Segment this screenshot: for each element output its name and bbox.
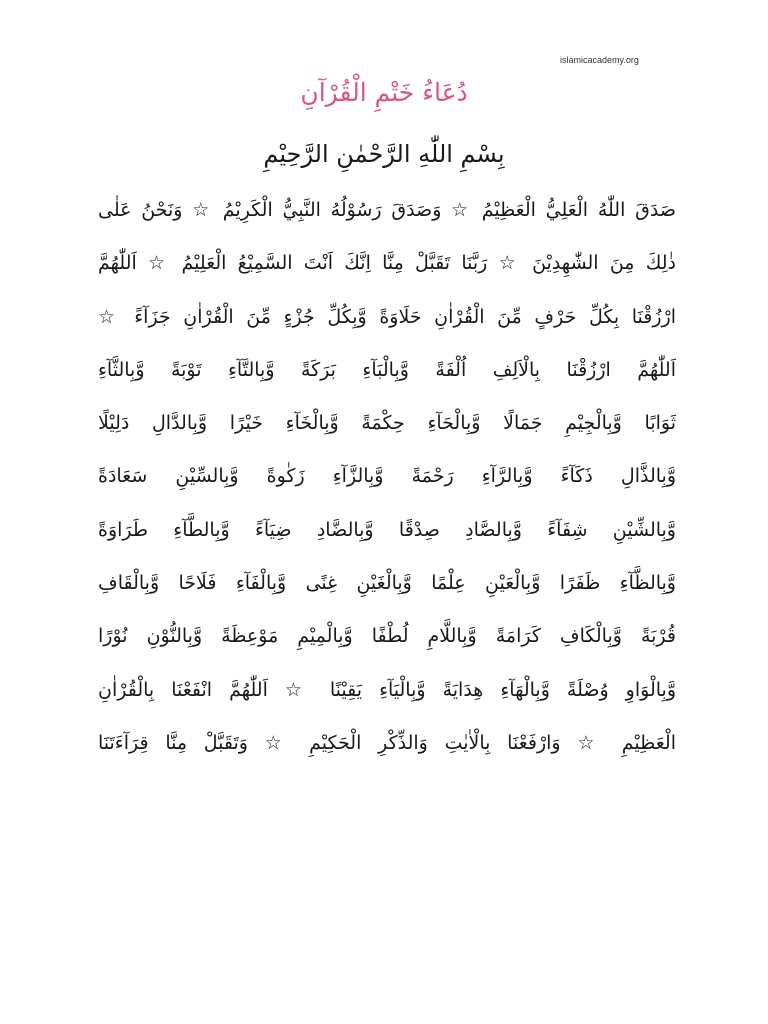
text-line: صَدَقَ اللّٰهُ الْعَلِيُّ الْعَظِيْمُ ☆ وَصَدَقَ رَسُوْلُهُ النَّبِيُّ الْكَرِيْمُ ☆ وَنَحْنُ عَلٰى <box>98 199 676 221</box>
source-url: islamicacademy.org <box>560 55 639 65</box>
text-line: ذٰلِكَ مِنَ الشّٰهِدِيْنَ ☆ رَبَّنَا تَقَبَّلْ مِنَّا اِنَّكَ اَنْتَ السَّمِيْعُ الْعَلِيْمُ ☆ اَللّٰهُمَّ <box>98 252 676 275</box>
text-line: وَّبِالشِّيْنِ شِفَآءً وَّبِالصَّادِ صِدْقًا وَّبِالضَّادِ ضِيَآءً وَّبِالطَّآءِ طَرَاوَةً <box>98 518 676 541</box>
basmala-heading: بِسْمِ اللّٰهِ الرَّحْمٰنِ الرَّحِيْمِ <box>263 140 505 168</box>
text-line: وَّبِالظَّآءِ ظَفَرًا وَّبِالْعَيْنِ عِلْمًا وَّبِالْغَيْنِ غِنًى وَّبِالْفَآءِ فَلَاحًا وَّبِالْقَافِ <box>98 572 676 595</box>
text-line: وَّبِالْوَاوِ وُصْلَةً وَّبِالْهَآءِ هِدَايَةً وَّبِالْيَآءِ يَقِيْنًا ☆ اَللّٰهُمَّ انْفَعْنَا بِالْقُرْاٰنِ <box>98 678 676 701</box>
text-line: ارْزُقْنَا بِكُلِّ حَرْفٍ مِّنَ الْقُرْاٰنِ حَلَاوَةً وَّبِكُلِّ جُزْءٍ مِّنَ الْقُرْاٰنِ جَزَآءً ☆ <box>98 305 676 328</box>
page-title: دُعَاءُ خَتْمِ الْقُرْآنِ <box>300 78 468 107</box>
text-line: وَّبِالذَّالِ ذَكَآءً وَّبِالرَّآءِ رَحْمَةً وَّبِالزَّآءِ زَكٰوةً وَّبِالسِّيْنِ سَعَادَةً <box>98 465 676 488</box>
text-line: الْعَظِيْمِ ☆ وَارْفَعْنَا بِالْاٰيٰتِ وَالذِّكْرِ الْحَكِيْمِ ☆ وَتَقَبَّلْ مِنَّا قِرَآءَتَنَا <box>98 731 676 754</box>
text-line: ثَوَابًا وَّبِالْجِيْمِ جَمَالًا وَّبِالْحَآءِ حِكْمَةً وَّبِالْخَآءِ خَيْرًا وَّبِالدَّالِ دَلِيْلًا <box>98 412 676 435</box>
dua-text <box>98 184 676 770</box>
text-line: اَللّٰهُمَّ ارْزُقْنَا بِالْاَلِفِ اُلْفَةً وَّبِالْبَآءِ بَرَكَةً وَّبِالتَّآءِ تَوْبَةً وَّبِالثَّآءِ <box>98 358 676 381</box>
text-line: قُرْبَةً وَّبِالْكَافِ كَرَامَةً وَّبِاللَّامِ لُطْفًا وَّبِالْمِيْمِ مَوْعِظَةً وَّبِالنُّوْنِ نُوْرًا <box>98 625 676 648</box>
